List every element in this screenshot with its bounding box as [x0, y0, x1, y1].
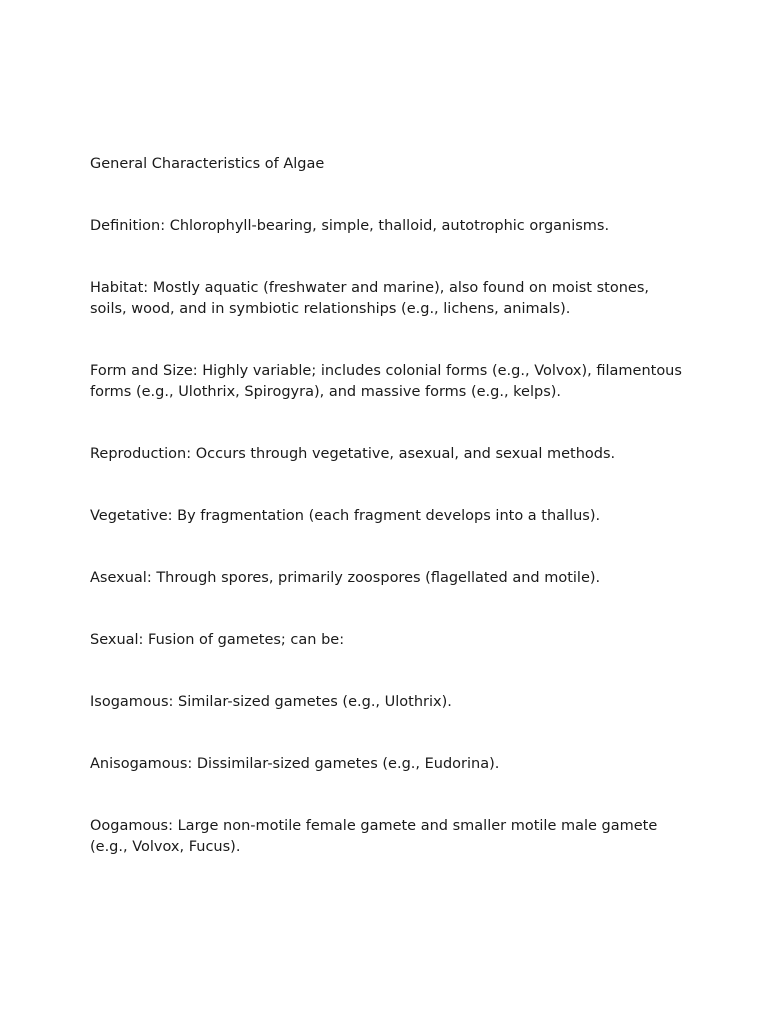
document-body [90, 154, 690, 899]
paragraph-habitat: Habitat: Mostly aquatic (freshwater and marine), also found on moist stones, soils, wood, and in symbiotic relationships (e.g., lichens, animals). [90, 280, 649, 317]
paragraph-sexual: Sexual: Fusion of gametes; can be: [90, 632, 345, 648]
paragraph-oogamous: Oogamous: Large non-motile female gamete and smaller motile male gamete (e.g., Volvox, Fucus). [90, 818, 658, 855]
paragraph-definition: Definition: Chlorophyll-bearing, simple, thalloid, autotrophic organisms. [90, 218, 610, 234]
paragraph-reproduction: Reproduction: Occurs through vegetative, asexual, and sexual methods. [90, 446, 616, 462]
paragraph-form-and-size: Form and Size: Highly variable; includes colonial forms (e.g., Volvox), filamentous forms (e.g., Ulothrix, Spirogyra), and massive forms (e.g., kelps). [90, 363, 682, 400]
document-title: General Characteristics of Algae [90, 156, 325, 172]
paragraph-vegetative: Vegetative: By fragmentation (each fragment develops into a thallus). [90, 508, 601, 524]
paragraph-isogamous: Isogamous: Similar-sized gametes (e.g., Ulothrix). [90, 694, 452, 710]
paragraph-anisogamous: Anisogamous: Dissimilar-sized gametes (e.g., Eudorina). [90, 756, 500, 772]
paragraph-asexual: Asexual: Through spores, primarily zoospores (flagellated and motile). [90, 570, 601, 586]
